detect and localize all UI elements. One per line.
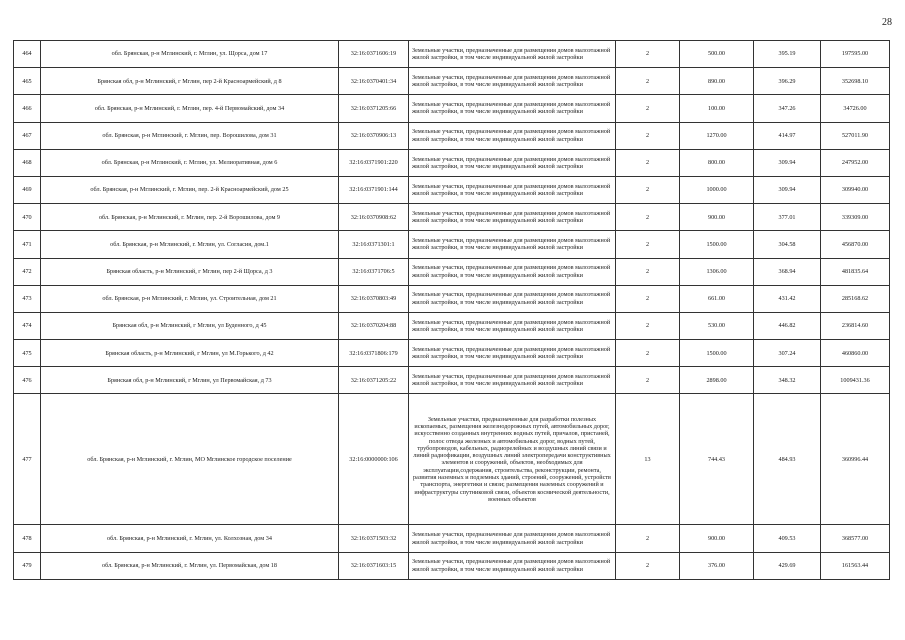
category-code-cell: 2	[616, 68, 680, 95]
row-number-cell: 465	[14, 68, 41, 95]
cadastral-value-cell: 527011.90	[821, 122, 890, 149]
row-number-cell: 479	[14, 552, 41, 579]
row-number-cell: 475	[14, 340, 41, 367]
row-number-cell: 474	[14, 312, 41, 339]
area-cell: 890.00	[680, 68, 754, 95]
cadastral-value-cell: 460860.00	[821, 340, 890, 367]
row-number-cell: 476	[14, 367, 41, 394]
specific-value-cell: 348.32	[754, 367, 821, 394]
cadastral-number-cell: 32:16:0000000:106	[339, 394, 409, 525]
row-number-cell: 477	[14, 394, 41, 525]
area-cell: 1306.00	[680, 258, 754, 285]
address-cell: обл. Брянская, р-н Мглинский, г. Мглин, пер. 4-й Первомайский, дом 34	[41, 95, 339, 122]
category-code-cell: 2	[616, 231, 680, 258]
cadastral-number-cell: 32:16:0370204:88	[339, 312, 409, 339]
cadastral-value-cell: 368577.00	[821, 525, 890, 552]
cadastral-number-cell: 32:16:0371205:66	[339, 95, 409, 122]
address-cell: Брянская область, р-н Мглинский, г Мглин, ул М.Горького, д 42	[41, 340, 339, 367]
specific-value-cell: 414.97	[754, 122, 821, 149]
land-use-purpose-cell: Земельные участки, предназначенные для размещения домов малоэтажной жилой застройки, в том числе индивидуальной жилой застройки	[409, 176, 616, 203]
category-code-cell: 2	[616, 552, 680, 579]
address-cell: обл. Брянская, р-н Мглинский, г. Мглин, МО Мглинское городское поселение	[41, 394, 339, 525]
specific-value-cell: 446.82	[754, 312, 821, 339]
area-cell: 100.00	[680, 95, 754, 122]
cadastral-value-cell: 352698.10	[821, 68, 890, 95]
row-number-cell: 464	[14, 41, 41, 68]
land-use-purpose-cell: Земельные участки, предназначенные для размещения домов малоэтажной жилой застройки, в том числе индивидуальной жилой застройки	[409, 149, 616, 176]
specific-value-cell: 396.29	[754, 68, 821, 95]
area-cell: 744.43	[680, 394, 754, 525]
address-cell: Брянская обл, р-н Мглинский, г Мглин, ул Первомайская, д 73	[41, 367, 339, 394]
table-row	[14, 340, 890, 367]
address-cell: обл. Брянская, р-н Мглинский, г. Мглин, ул. Мелиоративная, дом 6	[41, 149, 339, 176]
table-row	[14, 525, 890, 552]
area-cell: 800.00	[680, 149, 754, 176]
cadastral-value-cell: 360996.44	[821, 394, 890, 525]
category-code-cell: 2	[616, 258, 680, 285]
cadastral-value-cell: 339309.00	[821, 204, 890, 231]
category-code-cell: 2	[616, 204, 680, 231]
address-cell: обл. Брянская, р-н Мглинский, г. Мглин, ул. Колхозная, дом 34	[41, 525, 339, 552]
specific-value-cell: 431.42	[754, 285, 821, 312]
address-cell: Брянская обл, р-н Мглинский, г Мглин, пер 2-й Красноармейский, д 8	[41, 68, 339, 95]
table-row	[14, 552, 890, 579]
row-number-cell: 467	[14, 122, 41, 149]
table-row	[14, 122, 890, 149]
cadastral-value-cell: 1009431.36	[821, 367, 890, 394]
category-code-cell: 2	[616, 525, 680, 552]
cadastral-value-cell: 285168.62	[821, 285, 890, 312]
address-cell: обл. Брянская, р-н Мглинский, г. Мглин, ул. Щорса, дом 17	[41, 41, 339, 68]
row-number-cell: 466	[14, 95, 41, 122]
cadastral-value-cell: 236814.60	[821, 312, 890, 339]
cadastral-value-cell: 34726.00	[821, 95, 890, 122]
area-cell: 1500.00	[680, 231, 754, 258]
row-number-cell: 468	[14, 149, 41, 176]
table-row	[14, 176, 890, 203]
cadastral-number-cell: 32:16:0370401:34	[339, 68, 409, 95]
area-cell: 2898.00	[680, 367, 754, 394]
category-code-cell: 2	[616, 285, 680, 312]
cadastral-number-cell: 32:16:0370803:49	[339, 285, 409, 312]
address-cell: Брянская обл, р-н Мглинский, г Мглин, ул Буденного, д 45	[41, 312, 339, 339]
category-code-cell: 2	[616, 122, 680, 149]
land-use-purpose-cell: Земельные участки, предназначенные для размещения домов малоэтажной жилой застройки, в том числе индивидуальной жилой застройки	[409, 552, 616, 579]
address-cell: обл. Брянская, р-н Мглинский, г. Мглин, ул. Строительная, дом 21	[41, 285, 339, 312]
table-body	[14, 41, 890, 580]
cadastral-number-cell: 32:16:0371901:220	[339, 149, 409, 176]
land-plots-table	[13, 40, 890, 580]
land-use-purpose-cell: Земельные участки, предназначенные для размещения домов малоэтажной жилой застройки, в том числе индивидуальной жилой застройки	[409, 68, 616, 95]
category-code-cell: 2	[616, 41, 680, 68]
cadastral-number-cell: 32:16:0371503:32	[339, 525, 409, 552]
address-cell: Брянская область, р-н Мглинский, г Мглин, пер 2-й Щорса, д 3	[41, 258, 339, 285]
land-use-purpose-cell: Земельные участки, предназначенные для размещения домов малоэтажной жилой застройки, в том числе индивидуальной жилой застройки	[409, 340, 616, 367]
area-cell: 661.00	[680, 285, 754, 312]
row-number-cell: 470	[14, 204, 41, 231]
cadastral-value-cell: 247952.00	[821, 149, 890, 176]
table-row	[14, 258, 890, 285]
specific-value-cell: 347.26	[754, 95, 821, 122]
cadastral-number-cell: 32:16:0371806:179	[339, 340, 409, 367]
table-row	[14, 394, 890, 525]
table-row	[14, 68, 890, 95]
area-cell: 1270.00	[680, 122, 754, 149]
cadastral-number-cell: 32:16:0370906:13	[339, 122, 409, 149]
category-code-cell: 2	[616, 176, 680, 203]
category-code-cell: 2	[616, 149, 680, 176]
land-use-purpose-cell: Земельные участки, предназначенные для размещения домов малоэтажной жилой застройки, в том числе индивидуальной жилой застройки	[409, 231, 616, 258]
cadastral-number-cell: 32:16:0371901:144	[339, 176, 409, 203]
specific-value-cell: 377.01	[754, 204, 821, 231]
category-code-cell: 13	[616, 394, 680, 525]
table-row	[14, 285, 890, 312]
category-code-cell: 2	[616, 95, 680, 122]
specific-value-cell: 429.69	[754, 552, 821, 579]
land-use-purpose-cell: Земельные участки, предназначенные для размещения домов малоэтажной жилой застройки, в том числе индивидуальной жилой застройки	[409, 285, 616, 312]
cadastral-value-cell: 481835.64	[821, 258, 890, 285]
address-cell: обл. Брянская, р-н Мглинский, г. Мглин, пер. 2-й Красноармейский, дом 25	[41, 176, 339, 203]
specific-value-cell: 409.53	[754, 525, 821, 552]
address-cell: обл. Брянская, р-н Мглинский, г. Мглин, ул. Согласия, дом.1	[41, 231, 339, 258]
row-number-cell: 472	[14, 258, 41, 285]
specific-value-cell: 395.19	[754, 41, 821, 68]
specific-value-cell: 484.93	[754, 394, 821, 525]
category-code-cell: 2	[616, 312, 680, 339]
land-use-purpose-cell: Земельные участки, предназначенные для размещения домов малоэтажной жилой застройки, в том числе индивидуальной жилой застройки	[409, 525, 616, 552]
land-use-purpose-cell: Земельные участки, предназначенные для размещения домов малоэтажной жилой застройки, в том числе индивидуальной жилой застройки	[409, 204, 616, 231]
land-use-purpose-cell: Земельные участки, предназначенные для размещения домов малоэтажной жилой застройки, в том числе индивидуальной жилой застройки	[409, 258, 616, 285]
cadastral-number-cell: 32:16:0371301:1	[339, 231, 409, 258]
land-use-purpose-cell: Земельные участки, предназначенные для размещения домов малоэтажной жилой застройки, в том числе индивидуальной жилой застройки	[409, 367, 616, 394]
cadastral-number-cell: 32:16:0371606:19	[339, 41, 409, 68]
page-number: 28	[882, 17, 892, 28]
area-cell: 530.00	[680, 312, 754, 339]
table-row	[14, 367, 890, 394]
cadastral-number-cell: 32:16:0370908:62	[339, 204, 409, 231]
row-number-cell: 471	[14, 231, 41, 258]
table-row	[14, 41, 890, 68]
area-cell: 900.00	[680, 204, 754, 231]
area-cell: 900.00	[680, 525, 754, 552]
address-cell: обл. Брянская, р-н Мглинский, г. Мглин, ул. Первомайская, дом 18	[41, 552, 339, 579]
table-row	[14, 204, 890, 231]
cadastral-number-cell: 32:16:0371706:5	[339, 258, 409, 285]
address-cell: обл. Брянская, р-н Мглинский, г. Мглин, пер. Ворошилова, дом 31	[41, 122, 339, 149]
specific-value-cell: 304.58	[754, 231, 821, 258]
row-number-cell: 469	[14, 176, 41, 203]
row-number-cell: 478	[14, 525, 41, 552]
area-cell: 500.00	[680, 41, 754, 68]
cadastral-number-cell: 32:16:0371205:22	[339, 367, 409, 394]
cadastral-value-cell: 456870.00	[821, 231, 890, 258]
land-use-purpose-cell: Земельные участки, предназначенные для размещения домов малоэтажной жилой застройки, в том числе индивидуальной жилой застройки	[409, 41, 616, 68]
specific-value-cell: 309.94	[754, 149, 821, 176]
category-code-cell: 2	[616, 340, 680, 367]
row-number-cell: 473	[14, 285, 41, 312]
specific-value-cell: 309.94	[754, 176, 821, 203]
cadastral-number-cell: 32:16:0371603:15	[339, 552, 409, 579]
specific-value-cell: 368.94	[754, 258, 821, 285]
address-cell: обл. Брянская, р-н Мглинский, г. Мглин, пер. 2-й Ворошилова, дом 9	[41, 204, 339, 231]
table-row	[14, 149, 890, 176]
cadastral-value-cell: 309940.00	[821, 176, 890, 203]
land-use-purpose-cell: Земельные участки, предназначенные для размещения домов малоэтажной жилой застройки, в том числе индивидуальной жилой застройки	[409, 95, 616, 122]
specific-value-cell: 307.24	[754, 340, 821, 367]
area-cell: 1500.00	[680, 340, 754, 367]
table-row	[14, 231, 890, 258]
land-use-purpose-cell: Земельные участки, предназначенные для размещения домов малоэтажной жилой застройки, в том числе индивидуальной жилой застройки	[409, 122, 616, 149]
area-cell: 1000.00	[680, 176, 754, 203]
table-row	[14, 95, 890, 122]
land-use-purpose-cell: Земельные участки, предназначенные для размещения домов малоэтажной жилой застройки, в том числе индивидуальной жилой застройки	[409, 312, 616, 339]
cadastral-value-cell: 197595.00	[821, 41, 890, 68]
land-use-purpose-cell: Земельные участки, предназначенные для разработки полезных ископаемых, размещения железнодорожных путей, автомобильных дорог, искусственно созданных внутренних водных путей, причалов, пристаней, полос отвода железных и автомобильных дорог, водных путей, трубопроводов, кабельных, радиорелейных и воздушных линий связи и линий радиофикации, воздушных линий электропередачи конструктивных элементов и сооружений, объектов, необходимых для эксплуатации,содержания, строительства, реконструкции, ремонта, развития наземных и подземных зданий, строений, сооружений, устройств транспорта, энергетики и связи; размещения наземных сооружений и инфраструктуры спутниковой связи, объектов космической деятельности, военных объектов	[409, 394, 616, 525]
table-row	[14, 312, 890, 339]
area-cell: 376.00	[680, 552, 754, 579]
cadastral-value-cell: 161563.44	[821, 552, 890, 579]
category-code-cell: 2	[616, 367, 680, 394]
